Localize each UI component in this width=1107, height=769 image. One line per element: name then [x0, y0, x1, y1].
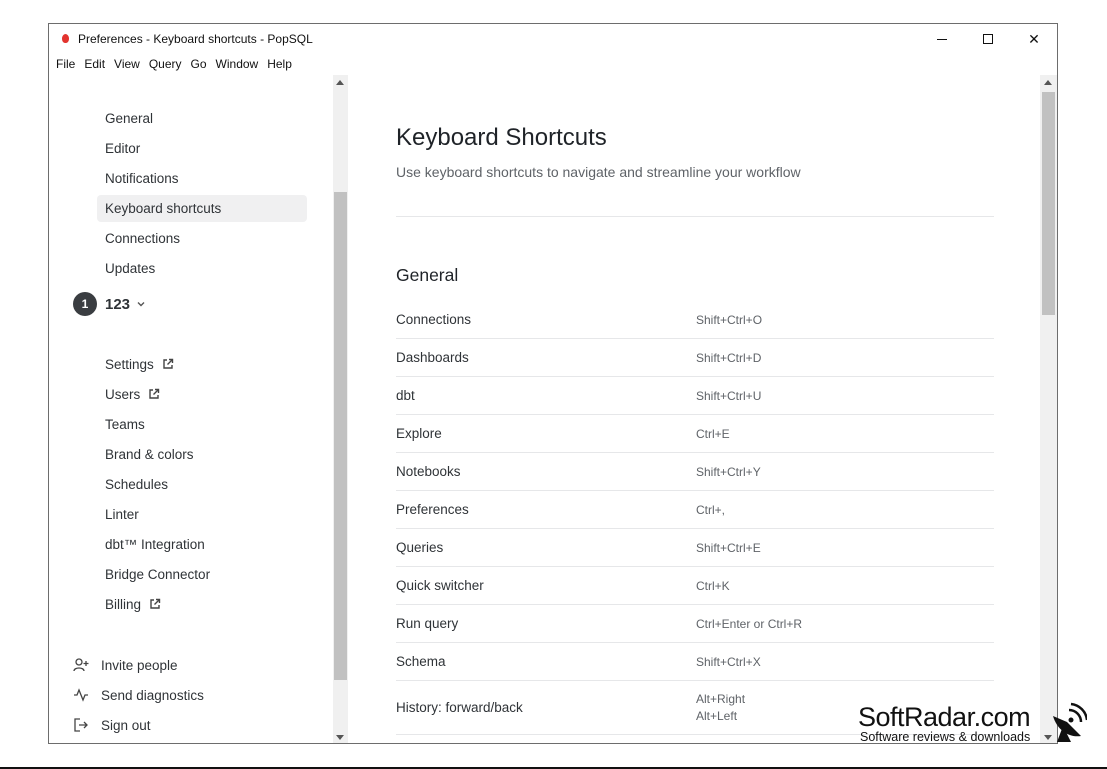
- org-switcher[interactable]: [73, 292, 146, 316]
- footer-link-label: Sign out: [101, 717, 151, 733]
- sidebar-item-editor[interactable]: [97, 135, 307, 162]
- org-item-label: dbt™ Integration: [105, 537, 205, 552]
- sidebar-item-label: Updates: [105, 261, 156, 276]
- shortcut-name: Notebooks: [396, 464, 461, 479]
- org-name: 123: [105, 295, 131, 313]
- footer-invite-people-link[interactable]: [73, 654, 178, 676]
- sidebar-item-label: Connections: [105, 231, 181, 246]
- section-title: General: [396, 265, 459, 285]
- window-title: Preferences - Keyboard shortcuts - PopSQL: [78, 32, 313, 46]
- table-row: [396, 643, 994, 681]
- preferences-sidebar: [49, 75, 333, 744]
- shortcut-keys: [696, 350, 761, 367]
- title-bar: [49, 24, 1057, 54]
- divider: [396, 216, 994, 217]
- scroll-down-arrow-icon[interactable]: [336, 735, 344, 740]
- menu-query[interactable]: Query: [148, 57, 182, 71]
- watermark-name: SoftRadar.com: [858, 702, 1031, 732]
- sidebar-item-general[interactable]: [97, 105, 307, 132]
- shortcut-name: Schema: [396, 654, 446, 669]
- menu-help[interactable]: Help: [267, 57, 292, 71]
- table-row: [396, 491, 994, 529]
- satellite-dish-icon: [1047, 702, 1087, 744]
- shortcut-key: Shift+Ctrl+Y: [696, 465, 761, 479]
- shortcut-key: Shift+Ctrl+U: [696, 389, 762, 403]
- org-badge: 1: [73, 292, 97, 316]
- shortcut-key: Ctrl+K: [696, 579, 730, 593]
- shortcut-key: Ctrl+Enter or Ctrl+R: [696, 617, 803, 631]
- table-row: [396, 529, 994, 567]
- org-item-schedules[interactable]: [97, 471, 307, 498]
- softradar-watermark: [858, 702, 1098, 746]
- shortcut-name: Dashboards: [396, 350, 469, 365]
- shortcut-keys: [696, 312, 762, 329]
- app-window: [48, 23, 1058, 744]
- shortcut-keys: [696, 691, 745, 725]
- footer-sign-out-link[interactable]: [73, 714, 151, 736]
- shortcut-key: Ctrl+E: [696, 427, 730, 441]
- org-item-label: Schedules: [105, 477, 169, 492]
- menu-go[interactable]: Go: [190, 57, 207, 71]
- menu-edit[interactable]: Edit: [84, 57, 106, 71]
- user-plus-icon: [73, 657, 89, 673]
- watermark-tagline: Software reviews & downloads: [860, 730, 1031, 744]
- main-content: [348, 75, 1040, 744]
- org-item-label: Teams: [105, 417, 145, 432]
- org-item-label: Linter: [105, 507, 139, 522]
- shortcut-key: Ctrl+,: [696, 503, 726, 517]
- sidebar-item-label: Editor: [105, 141, 141, 156]
- org-item-label: Brand & colors: [105, 447, 194, 462]
- org-item-settings[interactable]: [97, 351, 307, 378]
- shortcut-keys: [696, 502, 725, 519]
- shortcut-key: Shift+Ctrl+O: [696, 313, 763, 327]
- shortcut-keys: [696, 426, 730, 443]
- org-item-dbt-integration[interactable]: [97, 531, 307, 558]
- page-title: Keyboard Shortcuts: [396, 124, 607, 151]
- chevron-down-icon: [136, 299, 146, 309]
- org-item-label: Billing: [105, 597, 142, 612]
- external-link-icon: [148, 388, 160, 400]
- org-item-bridge-connector[interactable]: [97, 561, 307, 588]
- shortcut-table: [396, 301, 994, 735]
- sidebar-item-label: Keyboard shortcuts: [105, 201, 222, 216]
- sidebar-item-label: Notifications: [105, 171, 179, 186]
- shortcut-keys: [696, 578, 730, 595]
- menu-bar: [49, 54, 1057, 74]
- popsql-app-icon: [62, 34, 69, 43]
- shortcut-key: Shift+Ctrl+D: [696, 351, 762, 365]
- table-row: [396, 453, 994, 491]
- menu-view[interactable]: View: [114, 57, 140, 71]
- close-button[interactable]: [1011, 24, 1057, 54]
- shortcut-name: dbt: [396, 388, 415, 403]
- org-item-brand-colors[interactable]: [97, 441, 307, 468]
- maximize-button[interactable]: [965, 24, 1011, 54]
- sign-out-icon: [73, 717, 89, 733]
- shortcut-key: Shift+Ctrl+X: [696, 655, 761, 669]
- shortcut-keys: [696, 654, 761, 671]
- menu-file[interactable]: File: [56, 57, 76, 71]
- sidebar-item-connections[interactable]: [97, 225, 307, 252]
- main-scrollbar[interactable]: [1040, 75, 1057, 744]
- shortcut-keys: [696, 388, 761, 405]
- shortcut-keys: [696, 540, 761, 557]
- table-row: [396, 377, 994, 415]
- org-item-teams[interactable]: [97, 411, 307, 438]
- activity-icon: [73, 687, 89, 703]
- shortcut-name: Queries: [396, 540, 444, 555]
- minimize-icon: [937, 39, 947, 40]
- shortcut-name: Connections: [396, 312, 472, 327]
- table-row: [396, 339, 994, 377]
- sidebar-scrollbar[interactable]: [333, 75, 348, 744]
- shortcut-name: Run query: [396, 616, 459, 631]
- table-row: [396, 415, 994, 453]
- org-item-linter[interactable]: [97, 501, 307, 528]
- maximize-icon: [983, 34, 993, 44]
- shortcut-name: Quick switcher: [396, 578, 484, 593]
- table-row: [396, 567, 994, 605]
- footer-send-diagnostics-link[interactable]: [73, 684, 204, 706]
- shortcut-key: Alt+Left: [696, 709, 738, 723]
- shortcut-keys: [696, 616, 802, 633]
- footer-link-label: Send diagnostics: [101, 687, 204, 703]
- sidebar-scroll-thumb[interactable]: [334, 192, 347, 680]
- shortcut-key: Alt+Right: [696, 692, 746, 706]
- scroll-up-arrow-icon[interactable]: [1044, 80, 1052, 85]
- sidebar-item-keyboard-shortcuts[interactable]: [97, 195, 307, 222]
- scroll-up-arrow-icon[interactable]: [336, 80, 344, 85]
- shortcut-key: Shift+Ctrl+E: [696, 541, 761, 555]
- page-subtitle: Use keyboard shortcuts to navigate and streamline your workflow: [396, 164, 801, 180]
- shortcut-name: Preferences: [396, 502, 469, 517]
- sidebar-item-label: General: [105, 111, 154, 126]
- sidebar-item-updates[interactable]: [97, 255, 307, 282]
- shortcut-name: History: forward/back: [396, 700, 523, 715]
- shortcut-name: Explore: [396, 426, 442, 441]
- table-row: [396, 605, 994, 643]
- table-row: [396, 301, 994, 339]
- external-link-icon: [162, 358, 174, 370]
- org-item-label: Settings: [105, 357, 154, 372]
- minimize-button[interactable]: [919, 24, 965, 54]
- close-icon: ✕: [1028, 30, 1040, 47]
- sidebar-item-notifications[interactable]: [97, 165, 307, 192]
- footer-link-label: Invite people: [101, 657, 178, 673]
- org-item-label: Users: [105, 387, 141, 402]
- org-item-billing[interactable]: [97, 591, 307, 618]
- org-item-label: Bridge Connector: [105, 567, 211, 582]
- menu-window[interactable]: Window: [215, 57, 259, 71]
- main-scroll-thumb[interactable]: [1042, 92, 1055, 315]
- external-link-icon: [149, 598, 161, 610]
- org-item-users[interactable]: [97, 381, 307, 408]
- shortcut-keys: [696, 464, 761, 481]
